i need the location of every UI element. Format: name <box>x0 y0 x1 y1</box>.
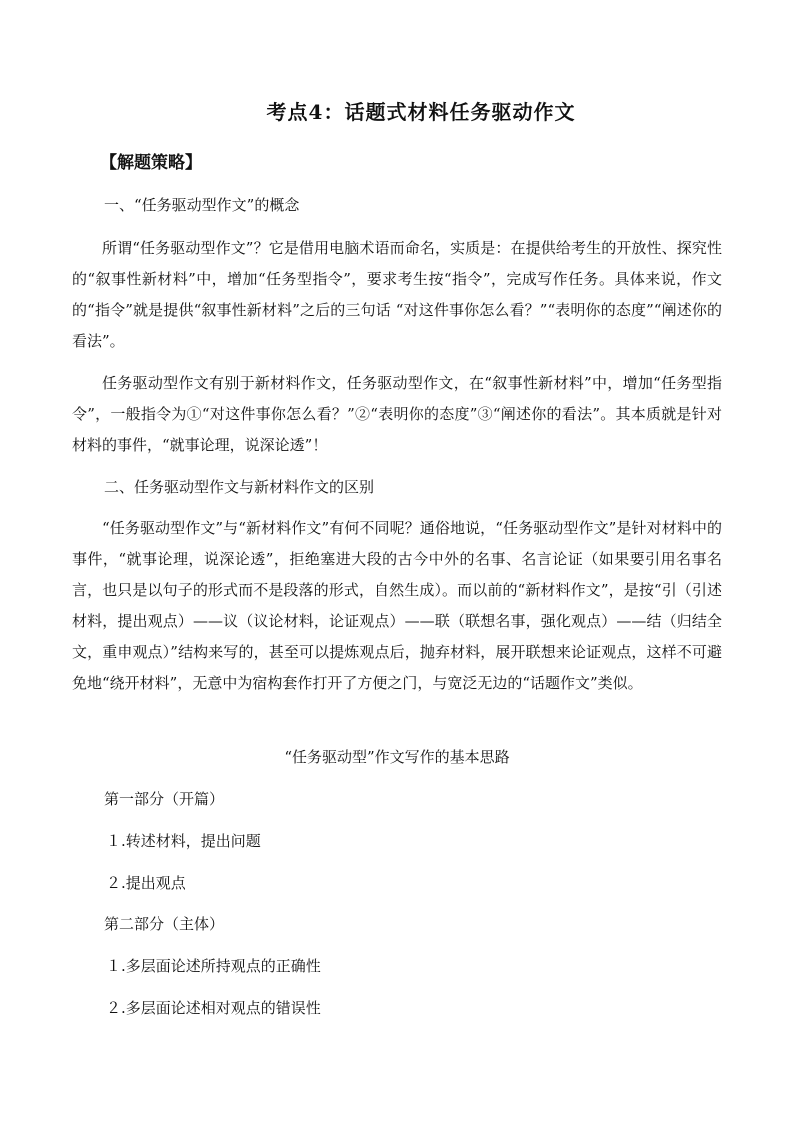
part1-heading: 一、“任务驱动型作文”的概念 <box>104 196 300 214</box>
part1-paragraph-2 <box>72 368 722 461</box>
part1-paragraph-1 <box>72 233 722 357</box>
section-heading: 【解题策略】 <box>100 153 202 173</box>
paragraph-text: “任务驱动型作文”与“新材料作文”有何不同呢？通俗地说，“任务驱动型作文”是针对材料中的事件，“就事论理，说深论透”，拒绝塞进大段的古今中外的名事、名言论证（如果要引用名事名言，也只是以句子的形式而不是段落的形式，自然生成）。而以前的“新材料作文”，是按“引（引述材料，提出观点）——议（议论材料，论证观点）——联（联想名事，强化观点）——结（归结全文，重申观点）”结构来写的，甚至可以提炼观点后，抛弃材料，展开联想来论证观点，这样不可避免地“绕开材料”，无意中为宿构套作打开了方便之门，与宽泛无边的“话题作文”类似。 <box>72 519 722 692</box>
part2-heading: 二、任务驱动型作文与新材料作文的区别 <box>104 478 375 496</box>
page-title: 考点4：话题式材料任务驱动作文 <box>266 100 576 124</box>
paragraph-text: 任务驱动型作文有别于新材料作文，任务驱动型作文，在“叙事性新材料”中，增加“任务型指令”，一般指令为①“对这件事你怎么看？”②“表明你的态度”③“阐述你的看法”。其本质就是针对材料的事件，“就事论理，说深论透”！ <box>72 374 722 454</box>
outline-part-one: 第一部分（开篇） <box>104 790 225 808</box>
outline-item: １.转述材料，提出问题 <box>106 832 261 850</box>
outline-item: ２.提出观点 <box>106 874 186 892</box>
part2-paragraph-1 <box>72 513 722 699</box>
outline-item: １.多层面论述所持观点的正确性 <box>106 957 321 975</box>
outline-title: “任务驱动型”作文写作的基本思路 <box>284 748 510 766</box>
outline-part-two: 第二部分（主体） <box>104 915 225 933</box>
outline-item: ２.多层面论述相对观点的错误性 <box>106 999 321 1017</box>
paragraph-text: 所谓“任务驱动型作文”？它是借用电脑术语而命名，实质是：在提供给考生的开放性、探究性的“叙事性新材料”中，增加“任务型指令”，要求考生按“指令”，完成写作任务。具体来说，作文的“指令”就是提供“叙事性新材料”之后的三句话 “对这件事你怎么看？”“表明你的态度”“阐述你的看法”。 <box>72 239 722 350</box>
